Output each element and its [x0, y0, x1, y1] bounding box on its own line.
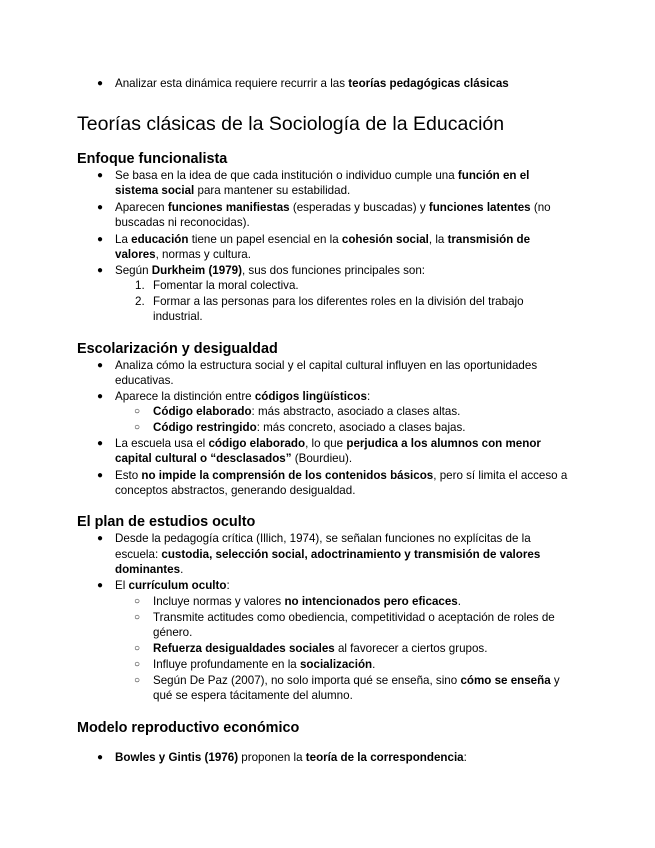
list-item: Según Durkheim (1979), sus dos funciones principales son: [115, 264, 425, 277]
list-item-continuation: dominantes. [115, 563, 184, 576]
bullet-icon: ● [97, 752, 104, 763]
section-heading-reproductivo: Modelo reproductivo económico [77, 720, 300, 736]
circle-bullet-icon: ○ [134, 422, 141, 433]
list-number: 1. [135, 279, 145, 292]
list-number: 2. [135, 295, 145, 308]
circle-bullet-icon: ○ [134, 659, 141, 670]
bullet-icon: ● [97, 360, 104, 371]
numbered-item-continuation: industrial. [153, 310, 203, 323]
intro-item: Analizar esta dinámica requiere recurrir a las teorías pedagógicas clásicas [115, 77, 509, 90]
section-heading-escolarizacion: Escolarización y desigualdad [77, 341, 278, 357]
list-item-continuation: conceptos abstractos, generando desigualdad. [115, 484, 356, 497]
sub-list-item: Código elaborado: más abstracto, asociado a clases altas. [153, 405, 461, 418]
bullet-icon: ● [97, 438, 104, 449]
list-item-continuation: buscadas ni reconocidas). [115, 216, 250, 229]
circle-bullet-icon: ○ [134, 612, 141, 623]
list-item-continuation: sistema social para mantener su estabilidad. [115, 184, 351, 197]
circle-bullet-icon: ○ [134, 675, 141, 686]
list-item: La escuela usa el código elaborado, lo que perjudica a los alumnos con menor [115, 437, 541, 450]
sub-list-item-continuation: género. [153, 626, 193, 639]
section-heading-funcionalista: Enfoque funcionalista [77, 151, 228, 167]
sub-list-item: Refuerza desigualdades sociales al favorecer a ciertos grupos. [153, 642, 488, 655]
bullet-icon: ● [97, 470, 104, 481]
sub-list-item: Transmite actitudes como obediencia, competitividad o aceptación de roles de [153, 611, 555, 624]
list-item: Esto no impide la comprensión de los contenidos básicos, pero sí limita el acceso a [115, 469, 568, 482]
bullet-icon: ● [97, 78, 104, 89]
list-item: Desde la pedagogía crítica (Illich, 1974), se señalan funciones no explícitas de la [115, 532, 531, 545]
bullet-icon: ● [97, 580, 104, 591]
bullet-icon: ● [97, 265, 104, 276]
list-item: Se basa en la idea de que cada institución o individuo cumple una función en el [115, 169, 530, 182]
page-title: Teorías clásicas de la Sociología de la Educación [77, 113, 505, 135]
circle-bullet-icon: ○ [134, 643, 141, 654]
list-item: Aparecen funciones manifiestas (esperadas y buscadas) y funciones latentes (no [115, 201, 551, 214]
numbered-item: Fomentar la moral colectiva. [153, 279, 299, 292]
list-item-continuation: valores, normas y cultura. [115, 248, 251, 261]
list-item-continuation: capital cultural o “desclasados” (Bourdieu). [115, 452, 353, 465]
list-item: El currículum oculto: [115, 579, 230, 592]
sub-list-item: Código restringido: más concreto, asociado a clases bajas. [153, 421, 466, 434]
sub-list-item: Influye profundamente en la socialización. [153, 658, 376, 671]
bullet-icon: ● [97, 202, 104, 213]
numbered-item: Formar a las personas para los diferentes roles en la división del trabajo [153, 295, 524, 308]
bullet-icon: ● [97, 170, 104, 181]
list-item: Bowles y Gintis (1976) proponen la teoría de la correspondencia: [115, 751, 467, 764]
section-heading-oculto: El plan de estudios oculto [77, 514, 256, 530]
bullet-icon: ● [97, 391, 104, 402]
list-item-continuation: escuela: custodia, selección social, adoctrinamiento y transmisión de valores [115, 548, 541, 561]
sub-list-item: Según De Paz (2007), no solo importa qué se enseña, sino cómo se enseña y [153, 674, 560, 687]
bullet-icon: ● [97, 533, 104, 544]
circle-bullet-icon: ○ [134, 596, 141, 607]
circle-bullet-icon: ○ [134, 406, 141, 417]
sub-list-item: Incluye normas y valores no intencionados pero eficaces. [153, 595, 461, 608]
list-item: La educación tiene un papel esencial en la cohesión social, la transmisión de [115, 233, 531, 246]
sub-list-item-continuation: qué se espera tácitamente del alumno. [153, 689, 353, 702]
list-item-continuation: educativas. [115, 374, 174, 387]
list-item: Aparece la distinción entre códigos lingüísticos: [115, 390, 371, 403]
list-item: Analiza cómo la estructura social y el capital cultural influyen en las oportunidades [115, 359, 538, 372]
bullet-icon: ● [97, 234, 104, 245]
